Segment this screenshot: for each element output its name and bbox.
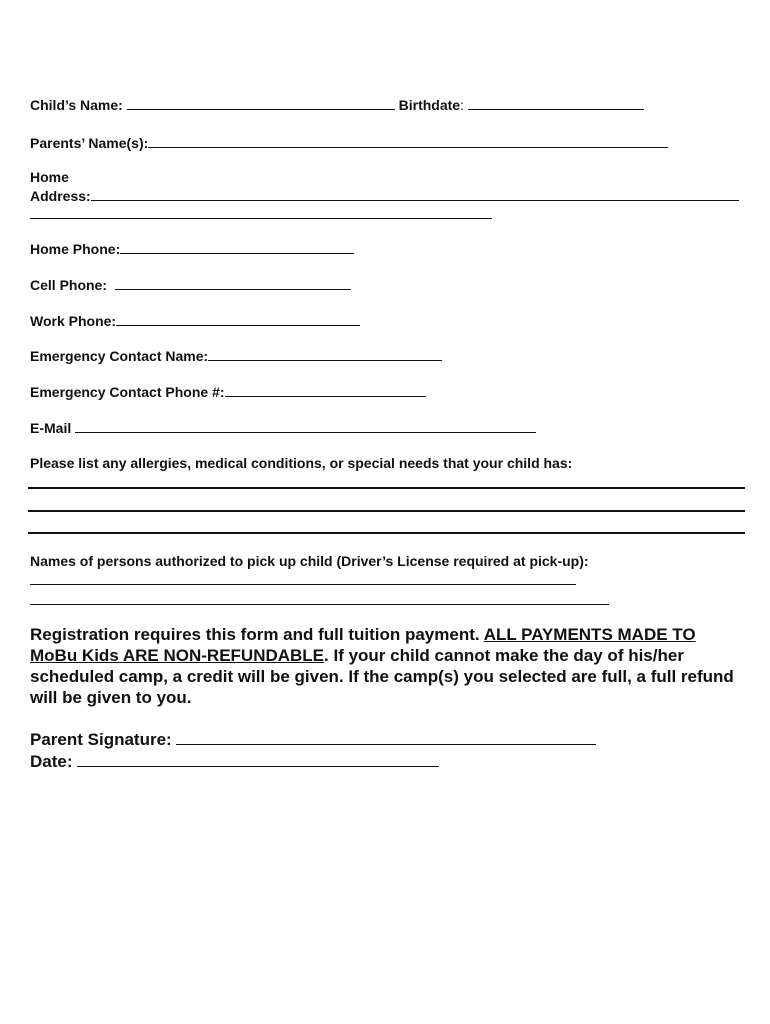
- emergency-phone-field[interactable]: [225, 383, 426, 397]
- notice-text-2: . If your child cannot make the day of his/her scheduled camp, a credit will be given. If the camp(s) you selected are full, a full refund will be given to you.: [30, 646, 734, 707]
- parents-row: [30, 134, 668, 151]
- refund-notice: [30, 624, 740, 708]
- emergency-phone-label: Emergency Contact Phone #:: [30, 384, 225, 400]
- parents-label: Parents’ Name(s):: [30, 135, 149, 151]
- work-phone-row: [30, 312, 360, 329]
- parent-signature-label: Parent Signature:: [30, 730, 172, 749]
- cell-phone-label: Cell Phone:: [30, 277, 108, 293]
- allergies-line-3[interactable]: [28, 532, 745, 534]
- notice-non-refundable: ALL PAYMENTS MADE TO MoBu Kids ARE NON-REFUNDABLE: [30, 625, 696, 665]
- home-label: Home: [30, 169, 69, 185]
- pickup-line-1[interactable]: [30, 584, 576, 585]
- child-name-label: Child’s Name:: [30, 97, 123, 113]
- emergency-name-field[interactable]: [208, 347, 442, 361]
- date-field[interactable]: [77, 751, 439, 767]
- notice-text-1: Registration requires this form and full tuition payment.: [30, 625, 484, 644]
- address-line-2[interactable]: [30, 218, 492, 219]
- home-phone-field[interactable]: [120, 240, 354, 254]
- cell-phone-row: [30, 276, 351, 293]
- cell-phone-field[interactable]: [115, 276, 351, 290]
- allergies-label: Please list any allergies, medical conditions, or special needs that your child has:: [30, 455, 573, 471]
- birthdate-field[interactable]: [468, 96, 644, 110]
- pickup-label: Names of persons authorized to pick up child (Driver’s License required at pick-up):: [30, 553, 589, 569]
- address-field[interactable]: [91, 187, 739, 201]
- emergency-phone-row: [30, 383, 426, 400]
- address-label: Address:: [30, 188, 91, 204]
- allergies-line-1[interactable]: [28, 487, 745, 489]
- email-label: E-Mail: [30, 420, 72, 436]
- home-phone-row: [30, 240, 354, 257]
- child-name-row: [30, 96, 644, 113]
- birthdate-colon: :: [460, 97, 464, 113]
- email-field[interactable]: [75, 419, 536, 433]
- parents-field[interactable]: [148, 134, 668, 148]
- address-row: [30, 187, 739, 204]
- work-phone-label: Work Phone:: [30, 313, 117, 329]
- pickup-line-2[interactable]: [30, 604, 609, 605]
- allergies-line-2[interactable]: [28, 510, 745, 512]
- birthdate-label: Birthdate: [398, 97, 461, 113]
- work-phone-field[interactable]: [116, 312, 360, 326]
- date-label: Date:: [30, 752, 73, 771]
- emergency-name-label: Emergency Contact Name:: [30, 348, 209, 364]
- parent-signature-row: [30, 729, 596, 750]
- home-phone-label: Home Phone:: [30, 241, 121, 257]
- child-name-field[interactable]: [127, 96, 395, 110]
- emergency-name-row: [30, 347, 442, 364]
- parent-signature-field[interactable]: [176, 729, 596, 745]
- email-row: [30, 419, 536, 436]
- date-row: [30, 751, 439, 772]
